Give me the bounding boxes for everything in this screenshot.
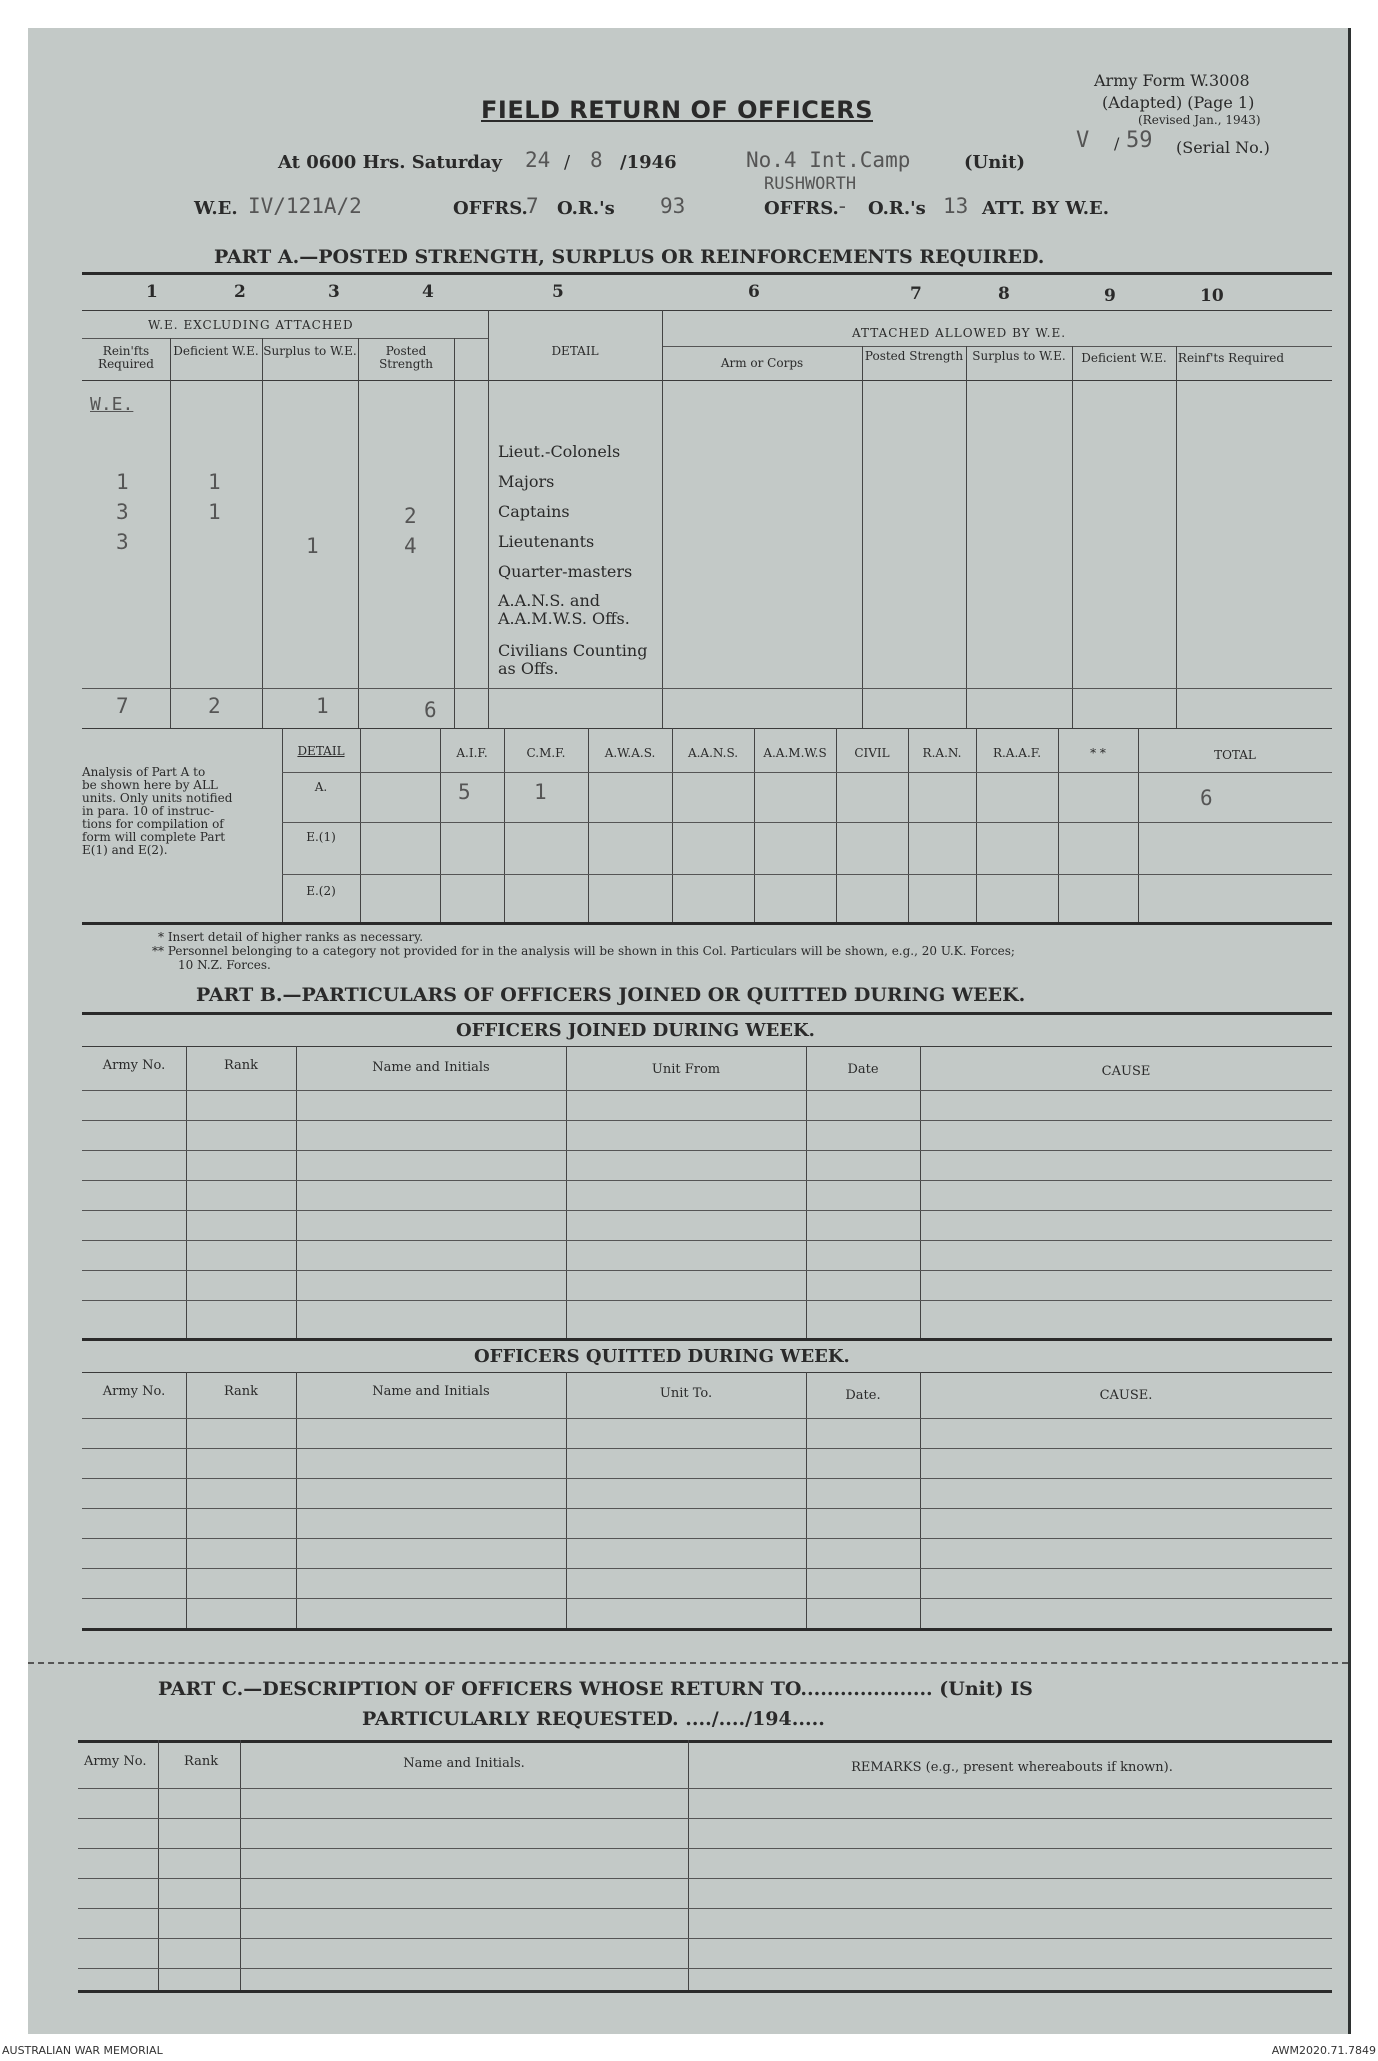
part-b-quitted-headers-1: Rank — [223, 1384, 259, 1399]
column-divider — [688, 1740, 689, 1990]
rule-line — [282, 822, 1332, 823]
form-sheet: Army Form W.3008 (Adapted) (Page 1) (Revised Jan., 1943) V / 59 (Serial No.) FIELD RETURN OF OFFICERS At 0600 Hrs. Saturday 24 / 8 /1946 No.4 Int.Camp (Unit) RUSHWORTH W.E. IV/121A/2 OFFRS. 7 O.R.'s 93 OFFRS. - O.R.'s 13 ATT. BY W.E. PART A.—POSTED STRENGTH, SURPLUS OR REINFORCEMENTS REQUIRED. 1 2 3 4 5 6 7 8 9 10 W.E. EXCLUDING ATTACHED ATTACHED ALLOWED BY W.E. Rein'fts Required Deficient W.E. Surplus to W.E. Posted Strength DETAIL Arm or Corps Posted Strength Surplus to W.E. Deficient W.E. Reinf'ts Required W.E. Lieut.-Colonels Majors Captains Lieutenants Quarter-masters A.A.N.S. and A.A.M.W.S. Offs. Civilians Counting as Offs. 1 1 3 1 2 3 1 4 7 2 1 6 Analysis of Part A to be shown here by ALL units. Only units notified in para. 10 of instruc- tions for compilation of form will complete Part E(1) and E(2). DETAIL A.I.F. C.M.F. A.W.A.S. A.A.N.S. A.A.M.W.S CIVIL R.A.N. R.A.A.F. * * TOTAL A. 5 1 6 E.(1) E.(2) * Insert detail of higher ranks as necessary. ** Personnel belonging to a category not provided for in the analysis will be shown in this Col. Particulars will be shown, e.g., 20 U.K. Forces; 10 N.Z. Forces. PART B.—PARTICULARS OF OFFICERS JOINED OR QUITTED DURING WEEK. OFFICERS JOINED DURING WEEK. Army No. Rank Name and Initials Unit From Date CAUSE OFFICERS QUITTED DURING WEEK. Army No. Rank Name and Initials Unit To. Date. CAUSE. PART C.—DESCRIPTION OF OFFICERS WHOSE RETURN TO.................... (Unit) IS PARTICULARLY REQUESTED. ..../..../194..... Army No. Rank Name and Initials. REMARKS (e.g., present whereabouts if known). — [28, 28, 1351, 2034]
rule-line — [82, 1210, 1332, 1211]
rule-line — [662, 346, 1332, 347]
part-b-joined-headers-2: Name and Initials — [372, 1060, 490, 1075]
footnote-1: * Insert detail of higher ranks as necessary. — [158, 930, 424, 944]
we-value: IV/121A/2 — [248, 194, 362, 218]
rule-line — [82, 1300, 1332, 1301]
column-divider — [262, 338, 263, 728]
column-divider — [358, 338, 359, 728]
rule-line — [78, 1968, 1332, 1969]
column-divider — [566, 1372, 567, 1628]
part-a-analysis-note-2: units. Only units notified — [82, 791, 233, 805]
part-c-headers-2: Name and Initials. — [403, 1756, 525, 1771]
part-c-headers-3: REMARKS (e.g., present whereabouts if known). — [851, 1760, 1173, 1775]
part-a-analysis-note-1: be shown here by ALL — [82, 778, 218, 792]
rule-line — [82, 1418, 1332, 1419]
part-a-rows-1-c2: 1 — [208, 470, 221, 494]
rule-line — [82, 1338, 1332, 1341]
part-a-sub-headers-5: Arm or Corps — [720, 356, 804, 370]
footer-id: AWM2020.71.7849 — [1271, 2044, 1376, 2057]
part-a-rows-1-c1: 1 — [116, 470, 129, 494]
part-a-analysis-headers-8: R.A.N. — [922, 746, 962, 760]
part-a-col-numbers-4: 5 — [552, 282, 564, 302]
part-a-sub-headers-7: Surplus to W.E. — [972, 349, 1066, 363]
part-b-quitted-headers-3: Unit To. — [659, 1386, 713, 1401]
part-b-quitted-headers-4: Date. — [845, 1388, 881, 1403]
part-a-rows-2-c4: 2 — [404, 504, 417, 528]
part-c-title-1: PART C.—DESCRIPTION OF OFFICERS WHOSE RETURN TO.................... (Unit) IS — [158, 1678, 1033, 1700]
unit-place: RUSHWORTH — [764, 174, 857, 194]
part-a-col-numbers-0: 1 — [146, 282, 158, 302]
unit-label: (Unit) — [964, 152, 1025, 173]
part-a-rows-3-c4: 4 — [404, 534, 417, 558]
joined-title: OFFICERS JOINED DURING WEEK. — [456, 1020, 815, 1041]
rule-line — [78, 1818, 1332, 1819]
unit-value: No.4 Int.Camp — [746, 148, 911, 172]
offrs-value: 7 — [526, 194, 539, 218]
part-c-headers-0: Army No. — [84, 1754, 147, 1769]
part-b-joined-headers-0: Army No. — [102, 1058, 166, 1073]
part-a-analysis-headers-5: A.A.N.S. — [687, 746, 739, 760]
column-divider — [1176, 346, 1177, 728]
quitted-title: OFFICERS QUITTED DURING WEEK. — [474, 1346, 850, 1367]
part-a-analysis-headers-10: * * — [1090, 746, 1106, 760]
footnote-3: 10 N.Z. Forces. — [178, 958, 271, 972]
rule-line — [78, 1908, 1332, 1909]
form-adapted: (Adapted) (Page 1) — [1102, 93, 1255, 112]
rule-line — [82, 1508, 1332, 1509]
year-value: /1946 — [620, 152, 677, 173]
ors2-value: 13 — [943, 194, 969, 218]
we-label: W.E. — [194, 198, 238, 219]
rule-line — [82, 922, 1332, 925]
rule-line — [78, 1938, 1332, 1939]
part-a-sub-headers-4: DETAIL — [551, 344, 599, 358]
part-a-analysis-headers-3: C.M.F. — [526, 746, 566, 760]
part-a-rows-2-c1: 3 — [116, 500, 129, 524]
part-a-analysis-headers-9: R.A.A.F. — [992, 746, 1042, 760]
column-divider — [360, 728, 361, 922]
rule-line — [82, 272, 1332, 275]
analysis-note — [82, 766, 232, 857]
part-a-sub-headers-6: Posted Strength — [864, 349, 964, 363]
total-c4: 6 — [424, 698, 437, 722]
rule-line — [78, 1848, 1332, 1849]
part-a-analysis-note-6: E(1) and E(2). — [82, 843, 168, 857]
part-a-col-numbers-9: 10 — [1200, 286, 1224, 306]
part-a-title: PART A.—POSTED STRENGTH, SURPLUS OR REINFORCEMENTS REQUIRED. — [214, 246, 1045, 268]
at-label: At 0600 Hrs. Saturday — [278, 152, 503, 173]
perforation-line — [28, 1662, 1348, 1664]
ors2-label: O.R.'s — [868, 198, 926, 219]
part-b-joined-headers-3: Unit From — [651, 1062, 721, 1077]
part-b-joined-headers-4: Date — [847, 1062, 879, 1077]
rule-line — [282, 772, 1332, 773]
total-c3: 1 — [316, 694, 329, 718]
part-a-ranks-2: Captains — [498, 502, 570, 521]
form-title: FIELD RETURN OF OFFICERS — [481, 96, 873, 124]
part-a-sub-headers-2: Surplus to W.E. — [263, 344, 357, 358]
offrs-label: OFFRS. — [453, 198, 528, 219]
total-c2: 2 — [208, 694, 221, 718]
part-c-headers-1: Rank — [184, 1754, 219, 1769]
column-divider — [920, 1372, 921, 1628]
analysis-cmf: 1 — [534, 780, 547, 804]
rule-line — [82, 338, 488, 339]
part-a-analysis-headers-2: A.I.F. — [456, 746, 488, 760]
column-divider — [488, 310, 489, 728]
part-a-col-numbers-1: 2 — [234, 282, 246, 302]
rule-line — [82, 1120, 1332, 1121]
part-a-ranks-3: Lieutenants — [498, 532, 595, 551]
serial-label: (Serial No.) — [1176, 138, 1270, 157]
rule-line — [82, 1538, 1332, 1539]
we-mark: W.E. — [90, 394, 134, 415]
form-number: Army Form W.3008 — [1094, 71, 1250, 90]
rule-line — [82, 1180, 1332, 1181]
part-a-sub-headers-9: Reinf'ts Required — [1177, 351, 1285, 365]
we-excluding-header: W.E. EXCLUDING ATTACHED — [148, 318, 354, 332]
serial-number: 59 — [1126, 128, 1153, 153]
part-a-analysis-headers-4: A.W.A.S. — [604, 746, 656, 760]
part-a-ranks-4: Quarter-masters — [498, 562, 633, 581]
column-divider — [966, 346, 967, 728]
month-value: 8 — [590, 148, 603, 172]
column-divider — [806, 1372, 807, 1628]
part-b-joined-headers-1: Rank — [223, 1058, 259, 1073]
rule-line — [82, 1628, 1332, 1631]
rule-line — [82, 1478, 1332, 1479]
part-a-ranks-1: Majors — [498, 472, 555, 491]
part-a-analysis-note-4: tions for compilation of — [82, 817, 224, 831]
analysis-total: 6 — [1200, 786, 1213, 810]
rule-line — [82, 310, 1332, 311]
footnote-2: ** Personnel belonging to a category not provided for in the analysis will be shown in this Col. Particulars will be shown, e.g., 20 U.K. Forces; — [152, 944, 1015, 958]
column-divider — [862, 346, 863, 728]
ors-label: O.R.'s — [557, 198, 615, 219]
day-value: 24 — [525, 148, 551, 172]
part-b-quitted-headers-2: Name and Initials — [372, 1384, 490, 1399]
part-a-col-numbers-5: 6 — [748, 282, 760, 302]
part-a-analysis-headers-6: A.A.M.W.S — [763, 746, 827, 760]
part-a-ranks-5: A.A.N.S. and A.A.M.W.S. Offs. — [498, 591, 630, 628]
part-a-col-numbers-6: 7 — [910, 284, 922, 304]
part-a-analysis-note-5: form will complete Part — [82, 830, 226, 844]
column-divider — [170, 338, 171, 728]
rule-line — [82, 688, 1332, 689]
part-a-sub-headers-1: Deficient W.E. — [173, 344, 259, 358]
part-a-analysis-rows-2: E.(2) — [306, 884, 336, 898]
rule-line — [82, 1012, 1332, 1015]
serial-value: V — [1076, 128, 1090, 153]
part-a-analysis-headers-11: TOTAL — [1214, 748, 1256, 762]
att-label: ATT. BY W.E. — [982, 198, 1110, 219]
part-a-sub-headers-8: Deficient W.E. — [1081, 351, 1167, 365]
part-a-rows-3-c3: 1 — [306, 534, 319, 558]
column-divider — [186, 1372, 187, 1628]
part-a-analysis-headers-7: CIVIL — [854, 746, 890, 760]
rule-line — [78, 1990, 1332, 1993]
rule-line — [82, 1568, 1332, 1569]
part-a-analysis-note-3: in para. 10 of instruc- — [82, 804, 215, 818]
column-divider — [662, 310, 663, 728]
part-a-rows-2-c2: 1 — [208, 500, 221, 524]
part-a-ranks-6: Civilians Counting as Offs. — [498, 641, 648, 678]
footer-archive: AUSTRALIAN WAR MEMORIAL — [2, 2044, 163, 2057]
attached-header: ATTACHED ALLOWED BY W.E. — [852, 326, 1067, 340]
column-divider — [158, 1740, 159, 1990]
rule-line — [282, 874, 1332, 875]
part-a-rows-3-c1: 3 — [116, 530, 129, 554]
part-a-col-numbers-3: 4 — [422, 282, 434, 302]
part-c-title-2: PARTICULARLY REQUESTED. ..../..../194..... — [362, 1708, 825, 1730]
serial-sep: / — [1114, 134, 1120, 153]
column-divider — [240, 1740, 241, 1990]
rule-line — [82, 1240, 1332, 1241]
part-a-sub-headers-3: Posted Strength — [379, 344, 433, 371]
rule-line — [78, 1878, 1332, 1879]
part-b-title: PART B.—PARTICULARS OF OFFICERS JOINED OR QUITTED DURING WEEK. — [196, 984, 1026, 1006]
rule-line — [82, 1090, 1332, 1091]
offrs2-label: OFFRS. — [764, 198, 839, 219]
offrs2-value: - — [836, 194, 849, 218]
part-b-quitted-headers-0: Army No. — [102, 1384, 166, 1399]
rule-line — [82, 1270, 1332, 1271]
column-divider — [1072, 346, 1073, 728]
ors-value: 93 — [660, 194, 686, 218]
rule-line — [78, 1788, 1332, 1789]
rule-line — [82, 380, 1332, 381]
part-a-col-numbers-8: 9 — [1104, 286, 1116, 306]
rule-line — [78, 1740, 1332, 1743]
part-a-ranks-0: Lieut.-Colonels — [498, 442, 621, 461]
analysis-aif: 5 — [458, 780, 471, 804]
part-a-col-numbers-7: 8 — [998, 284, 1010, 304]
part-a-analysis-note-0: Analysis of Part A to — [82, 765, 206, 779]
rule-line — [82, 728, 1332, 729]
rule-line — [82, 1046, 1332, 1047]
part-b-joined-headers-5: CAUSE — [1101, 1064, 1151, 1079]
rule-line — [82, 1150, 1332, 1151]
rule-line — [82, 1598, 1332, 1599]
part-a-col-numbers-2: 3 — [328, 282, 340, 302]
part-a-analysis-rows-1: E.(1) — [306, 830, 336, 844]
part-a-analysis-headers-0: DETAIL — [297, 744, 345, 758]
column-divider — [296, 1372, 297, 1628]
total-c1: 7 — [116, 694, 129, 718]
rule-line — [82, 1372, 1332, 1373]
column-divider — [454, 338, 455, 728]
part-a-sub-headers-0: Rein'fts Required — [98, 344, 154, 371]
part-b-quitted-headers-5: CAUSE. — [1099, 1388, 1153, 1403]
part-a-analysis-rows-0: A. — [314, 780, 328, 794]
rule-line — [82, 1448, 1332, 1449]
form-revised: (Revised Jan., 1943) — [1138, 113, 1261, 127]
